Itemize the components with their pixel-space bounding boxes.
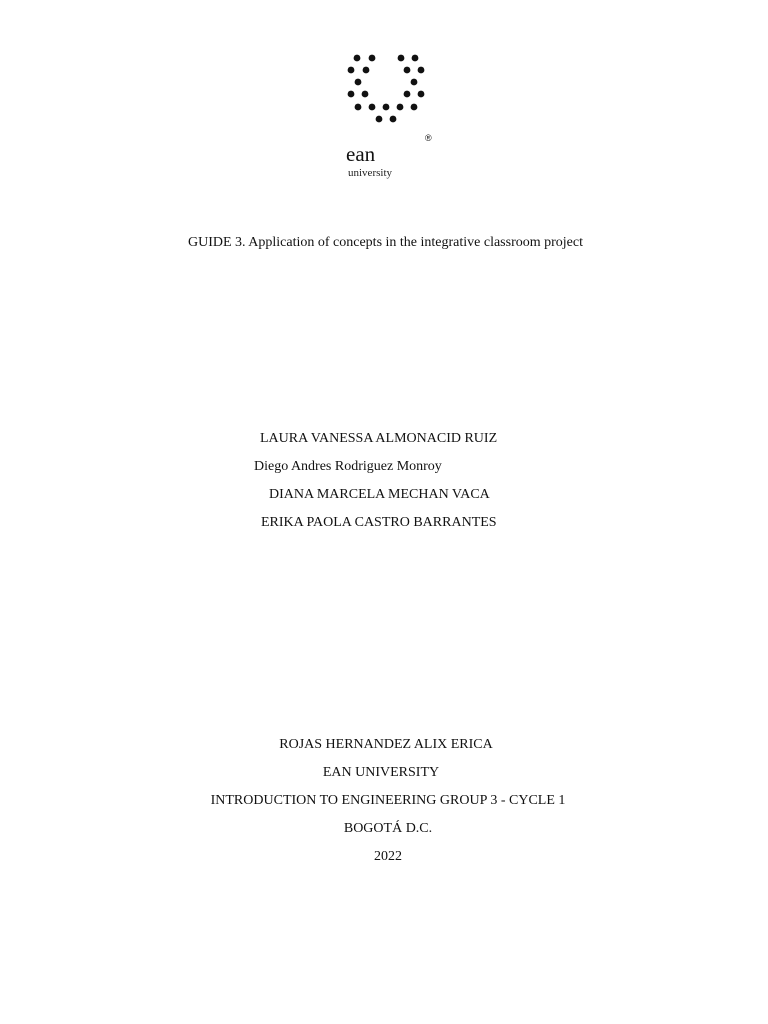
author-name: Diego Andres Rodriguez Monroy: [254, 459, 442, 474]
author-name: LAURA VANESSA ALMONACID RUIZ: [260, 431, 498, 446]
city-name: BOGOTÁ D.C.: [343, 821, 433, 836]
registered-mark-icon: ®: [425, 133, 432, 143]
document-title: GUIDE 3. Application of concepts in the integrative classroom project: [188, 235, 584, 250]
logo-subtitle: university: [348, 167, 392, 179]
year: 2022: [374, 849, 402, 864]
university-logo: [340, 46, 440, 186]
author-name: ERIKA PAOLA CASTRO BARRANTES: [261, 515, 497, 530]
teacher-name: ROJAS HERNANDEZ ALIX ERICA: [279, 737, 493, 752]
university-name: EAN UNIVERSITY: [322, 765, 440, 780]
course-name: INTRODUCTION TO ENGINEERING GROUP 3 - CYCLE 1: [210, 793, 566, 808]
dot-pattern-icon: [340, 46, 440, 136]
logo-wordmark: ean: [346, 142, 376, 166]
author-name: DIANA MARCELA MECHAN VACA: [269, 487, 490, 502]
